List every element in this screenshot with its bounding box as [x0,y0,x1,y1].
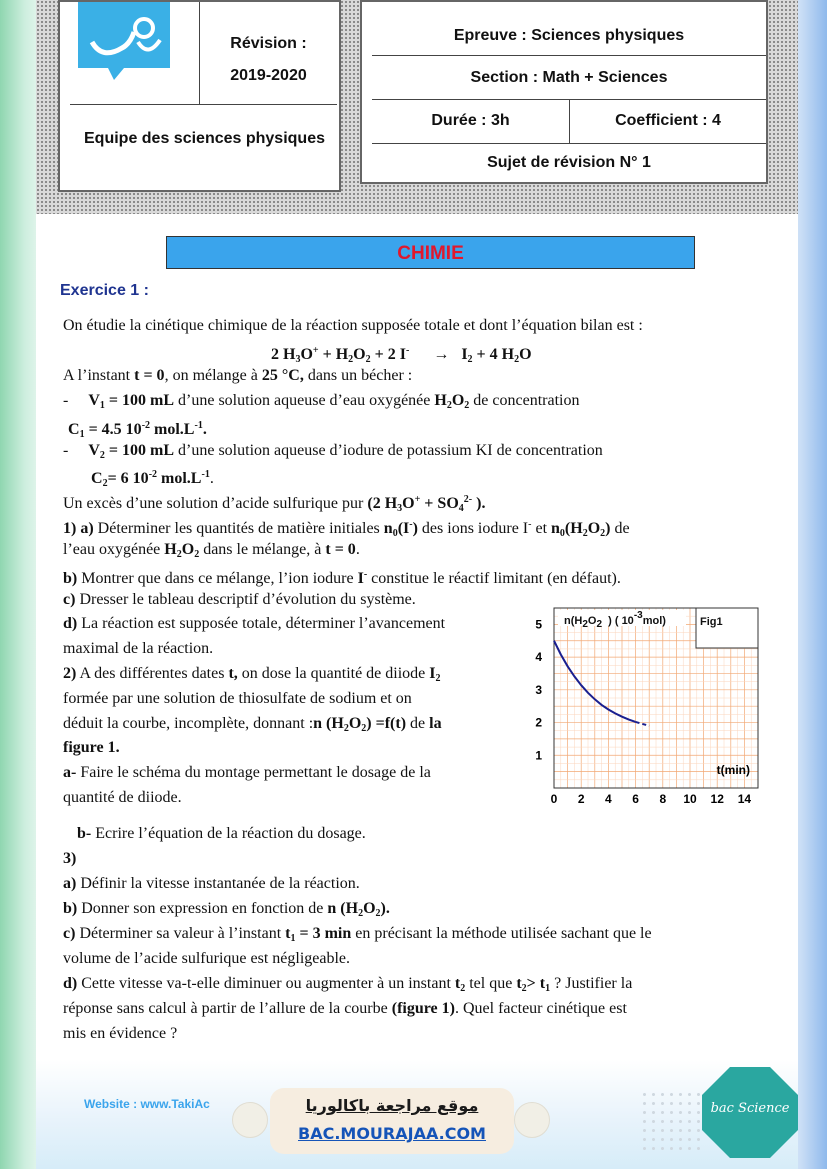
q3b-line: b) Donner son expression en fonction de n $(H_2O_2)$. [63,900,390,919]
q2-line: 2) A des différentes dates t, on dose la quantité de diiode $I_2$ [63,665,441,684]
q3c-line2: volume de l’acide sulfurique est négligeable. [63,950,351,967]
sujet-row [372,144,766,184]
y-tick-label: 5 [535,617,542,632]
x-tick-label: 10 [683,792,697,806]
excess-line: Un excès d’une solution d’acide sulfurique pur (2 $H_3O^+ + SO_4^{2-}$ ). [63,494,486,514]
y-tick-label: 3 [535,682,542,697]
revision-label: Révision : [230,35,307,52]
x-tick-label: 8 [659,792,667,806]
y-tick-label: 2 [535,715,542,730]
x-tick-label: 4 [605,792,612,806]
c1-line: $C_1 = 4.5$ $10^{-2}$ $mol.L^{-1}$. [68,420,207,440]
c2-line: $C_2= 6$ $10^{-2}$ $mol.L^{-1}$. [91,469,214,489]
chart-figure-label: Fig1 [700,616,723,628]
figure-1 [520,600,765,815]
v2-line: - $V_2 = 100$ mL d’une solution aqueuse d’iodure de potassium KI de concentration [63,442,603,461]
q2a-line2: quantité de diiode. [63,789,182,806]
coefficient-cell [570,100,766,143]
q1d-line: d) La réaction est supposée totale, déterminer l’avancement [63,615,446,632]
q3d-line: d) Cette vitesse va-t-elle diminuer ou augmenter à un instant $t_2$ tel que $t_2> t_1$ ? Justifier la [63,975,633,994]
instant-line: A l’instant t = 0, on mélange à 25 °C, dans un bécher : [63,367,413,384]
q1a-line2: l’eau oxygénée $H_2O_2$ dans le mélange, à t = 0. [63,541,360,560]
x-tick-label: 14 [737,792,752,806]
revision-year: 2019-2020 [230,67,307,84]
q2-line3: déduit la courbe, incomplète, donnant :n $(H_2O_2) =f(t)$ de la [63,715,442,734]
epreuve-row [372,2,766,56]
banner-arabic-text[interactable]: موقع مراجعة باكالوريا [305,1096,479,1115]
x-axis-label: t(min) [716,763,750,777]
y-tick-label: 1 [535,748,542,763]
bac-mourajaa-banner[interactable] [270,1088,514,1154]
revision-cell [200,2,337,105]
equation-line: 2 $H_3O^+ + H_2O_2 + 2$ I- → $I_2 + 4$ $H_2O$ [271,345,532,365]
banner-site-link[interactable]: BAC.MOURAJAA.COM [298,1124,486,1143]
team-name: Equipe des sciences physiques [84,130,325,147]
footer-dots [640,1090,700,1150]
school-logo [78,2,170,92]
header-left-box [58,0,341,192]
duree-text: Durée : 3h [431,112,510,129]
q2a-line: a- Faire le schéma du montage permettant le dosage de la [63,764,431,781]
duree-cell [372,100,570,143]
y-tick-label: 4 [535,650,542,665]
intro-line: On étudie la cinétique chimique de la réaction supposée totale et dont l’équation bilan est : [63,317,643,334]
q1b-line: b) Montrer que dans ce mélange, l’ion iodure I- constitue le réactif limitant (en défaut). [63,569,621,587]
q1c-line: c) Dresser le tableau descriptif d’évolution du système. [63,591,416,608]
website-text: Website : www.TakiAc [84,1097,210,1111]
x-tick-label: 2 [577,792,585,806]
q1d-line2: maximal de la réaction. [63,640,214,657]
duree-coef-row [372,100,766,144]
chart-svg [520,600,765,815]
coefficient-text: Coefficient : 4 [615,112,721,129]
section-text: Section : Math + Sciences [470,69,668,86]
badge-text: bac Science [710,1101,790,1116]
x-tick-label: 6 [632,792,639,806]
q2b-line: b- Ecrire l’équation de la réaction du dosage. [77,825,366,842]
x-tick-label: 12 [710,792,724,806]
chart-ylabel: $n(H_2O_2$ ) ( $10^{-3}mol$) [564,610,666,630]
section-title: CHIMIE [166,236,695,269]
x-tick-label: 0 [550,792,558,806]
exercise-title: Exercice 1 : [60,282,149,299]
q3c-line: c) Déterminer sa valeur à l’instant $t_1 = 3$ min en précisant la méthode utilisée sachant que le [63,925,652,944]
sujet-text: Sujet de révision N° 1 [487,154,651,171]
epreuve-text: Epreuve : Sciences physiques [453,27,685,44]
section-row [372,56,766,100]
q1a-line: 1) a) Déterminer les quantités de matière initiales $n_0(I^-)$ des ions iodure I- et $n_0(H_2O_2)$ de [63,519,630,539]
footer-logo-left [232,1102,268,1138]
q3a-line: a) Définir la vitesse instantanée de la réaction. [63,875,360,892]
figure-label-box [696,608,758,648]
q2-line2: formée par une solution de thiosulfate de sodium et on [63,690,412,707]
q3-line: 3) [63,850,77,867]
header-right-box [360,0,768,184]
q3d-line3: mis en évidence ? [63,1025,178,1042]
q3d-line2: réponse sans calcul à partir de l’allure de la courbe (figure 1). Quel facteur cinétique est [63,1000,627,1017]
v1-line: - $V_1 = 100$ mL d’une solution aqueuse d’eau oxygénée $H_2O_2$ de concentration [63,392,580,411]
q2-line4: figure 1. [63,739,120,756]
footer-logo-right [514,1102,550,1138]
header-info-grid [372,2,766,184]
bac-science-badge [700,1065,800,1160]
logo-cell [70,2,200,105]
